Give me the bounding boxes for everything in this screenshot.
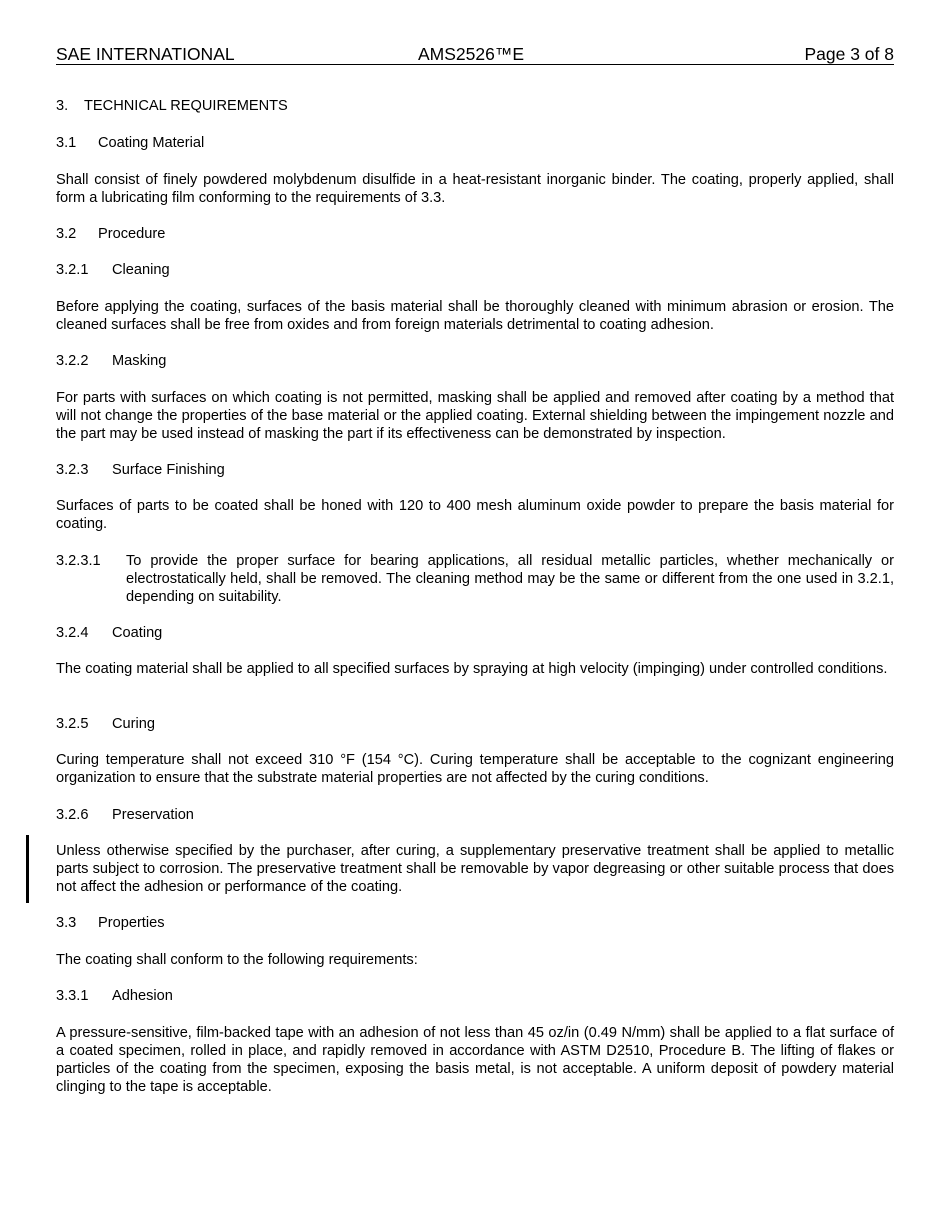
section-title: Adhesion [112, 988, 173, 1004]
section-3-3-1-text: A pressure-sensitive, film-backed tape with an adhesion of not less than 45 oz/in (0.49 N/mm) shall be applied to a flat surface of a coated specimen, rolled in place, and rapidly removed in accordance with ASTM D2510, Procedure B. The lifting of flakes or particles of the coating from the specimen, exposing the basis metal, is not acceptable. A uniform deposit of powdery material clinging to the tape is acceptable. [56, 1025, 894, 1095]
header-org: SAE INTERNATIONAL [56, 44, 235, 64]
section-3-2-1-text: Before applying the coating, surfaces of the basis material shall be thoroughly cleaned with minimum abrasion or erosion. The cleaned surfaces shall be free from oxides and from foreign materials detrimental to coating adhesion. [56, 299, 894, 333]
section-title: Properties [98, 915, 165, 931]
section-3-2-6-heading [56, 806, 894, 824]
revision-change-bar [26, 835, 29, 903]
section-3-2-6-text: Unless otherwise specified by the purchaser, after curing, a supplementary preservative treatment shall be applied to metallic parts subject to corrosion. The preservative treatment shall be removable by vapor degreasing or other suitable process that does not affect the adhesion or performance of the coating. [56, 843, 894, 895]
section-title: Coating [112, 625, 163, 641]
section-title: Preservation [112, 807, 194, 823]
section-3-heading [56, 97, 894, 115]
section-3-2-1-heading [56, 261, 894, 279]
section-title: Curing [112, 716, 155, 732]
section-title: TECHNICAL REQUIREMENTS [84, 98, 288, 114]
section-3-2-4-text: The coating material shall be applied to all specified surfaces by spraying at high velocity (impinging) under controlled conditions. [56, 661, 888, 677]
section-3-2-3-1-number: 3.2.3.1 [56, 553, 101, 569]
section-3-1-heading [56, 134, 894, 152]
section-title: Procedure [98, 226, 166, 242]
section-3-2-3-1-text: To provide the proper surface for bearing applications, all residual metallic particles, whether mechanically or electrostatically held, shall be removed. The cleaning method may be the same or different from the one used in 3.2.1, depending on suitability. [126, 553, 894, 605]
section-3-2-3-text: Surfaces of parts to be coated shall be honed with 120 to 400 mesh aluminum oxide powder to prepare the basis material for coating. [56, 498, 894, 532]
section-3-2-3-heading [56, 461, 894, 479]
section-3-3-text: The coating shall conform to the following requirements: [56, 952, 418, 968]
page-header [56, 44, 894, 65]
section-3-2-5-heading [56, 715, 894, 733]
section-number: 3.2.4 [56, 625, 89, 641]
section-number: 3.2.3 [56, 462, 89, 478]
section-title: Masking [112, 353, 167, 369]
section-number: 3.2.1 [56, 262, 89, 278]
section-number: 3.2.5 [56, 716, 89, 732]
section-number: 3.2.6 [56, 807, 89, 823]
section-3-2-2-heading [56, 352, 894, 370]
section-3-2-5-text: Curing temperature shall not exceed 310 °F (154 °C). Curing temperature shall be acceptable to the cognizant engineering organization to ensure that the substrate material properties are not affected by the curing conditions. [56, 752, 894, 786]
section-number: 3.3.1 [56, 988, 89, 1004]
section-title: Surface Finishing [112, 462, 225, 478]
header-doc-id: AMS2526™E [418, 44, 525, 64]
section-3-2-4-heading [56, 624, 894, 642]
section-number: 3. [56, 98, 69, 114]
section-number: 3.3 [56, 915, 77, 931]
section-title: Coating Material [98, 135, 205, 151]
section-title: Cleaning [112, 262, 170, 278]
section-3-3-heading [56, 914, 894, 932]
header-page-number: Page 3 of 8 [804, 44, 894, 64]
section-3-2-2-text: For parts with surfaces on which coating is not permitted, masking shall be applied and removed after coating by a method that will not change the properties of the base material or the applied coating. External shielding between the impingement nozzle and the part may be used instead of masking the part if its effectiveness can be demonstrated by inspection. [56, 390, 894, 442]
section-number: 3.2.2 [56, 353, 89, 369]
section-3-2-heading [56, 225, 894, 243]
section-3-1-text: Shall consist of finely powdered molybdenum disulfide in a heat-resistant inorganic binder. The coating, properly applied, shall form a lubricating film conforming to the requirements of 3.3. [56, 172, 894, 206]
section-3-3-1-heading [56, 987, 894, 1005]
section-number: 3.2 [56, 226, 77, 242]
section-number: 3.1 [56, 135, 77, 151]
